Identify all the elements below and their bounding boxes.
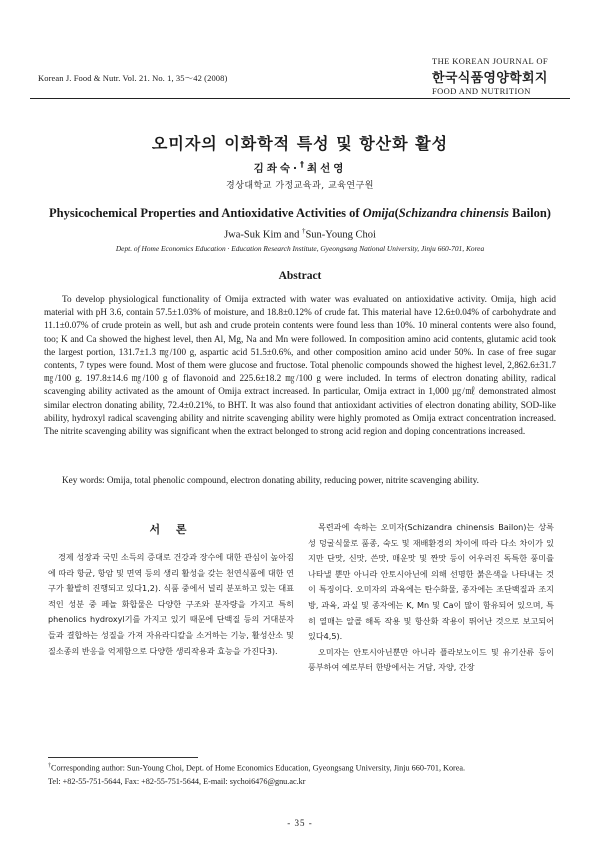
corresponding-mark-en: † <box>301 227 306 235</box>
title-en-paren: ( <box>394 206 399 220</box>
journal-masthead <box>432 56 572 96</box>
corresponding-mark: † <box>300 160 307 169</box>
footnote-line1: Corresponding author: Sun-Young Choi, Dept. of Home Economics Education, Gyeongsang University, Jinju 660-701, Korea. <box>51 763 466 773</box>
title-korean: 오미자의 이화학적 특성 및 항산화 활성 <box>151 134 449 153</box>
footnote-mark: † <box>48 763 51 769</box>
affiliation-english: Dept. of Home Economics Education · Education Research Institute, Gyeongsang National University, Jinju 660-701, Korea <box>115 244 485 253</box>
footnote-rule <box>48 757 198 758</box>
page-number: - 35 - <box>287 818 313 828</box>
body-column-left <box>48 550 294 659</box>
authors-korean <box>0 160 600 176</box>
affiliation-korean: 경상대학교 가정교육과, 교육연구원 <box>226 181 374 191</box>
footnote-corresponding-author <box>48 760 568 788</box>
author-ko-separator: · <box>293 162 300 175</box>
header-rule <box>30 98 570 99</box>
title-en-species: Schizandra chinensis <box>398 206 509 220</box>
author-en-second: Sun-Young Choi <box>305 229 376 241</box>
journal-name-en-top: THE KOREAN JOURNAL OF <box>432 56 548 66</box>
title-english <box>0 206 600 221</box>
title-en-after: Bailon) <box>508 206 551 220</box>
body-paragraph: 경제 성장과 국민 소득의 증대로 건강과 장수에 대한 관심이 높아짐에 따라 항균, 항암 및 면역 등의 생리 활성을 갖는 천연식품에 대한 연구가 활발히 진행되고 있다1,2). 식품 중에서 널리 분포하고 있는 대표적인 성분 중 페놀 화합물은 다양한 구조와 분자량을 가지고 특히 phenolics hydroxyl기를 가지고 있기 때문에 단백질 등의 거대분자들과 결합하는 성질을 가져 자유라디칼을 소거하는 기능, 활성산소 및 질소종의 반응을 억제함으로 다양한 생리작용과 효능을 가진다3). <box>48 552 294 656</box>
body-paragraph: 목련과에 속하는 오미자(Schizandra chinensis Bailon)는 상록성 덩굴식물로 품종, 숙도 및 재배환경의 차이에 따라 다소 차이가 있지만 단맛, 신맛, 쓴맛, 매운맛 및 짠맛 등이 어우러진 독특한 풍미를 나타낼 뿐만 아니라 안토시아닌에 의해 선명한 붉은색을 나타내는 것이 특징이다. 오미자의 과육에는 탄수화물, 종자에는 조단백질과 조지방, 과육, 과실 및 종자에는 K, Mn 및 Ca이 많이 함유되어 있으며, 특히 열매는 알콜 해독 작용 및 항산화 작용이 뛰어난 것으로 보고되어 있다4,5). <box>308 522 554 642</box>
abstract-paragraph: To develop physiological functionality of Omija extracted with water was evaluated on antioxidative activity. Omija, high acid material with pH 3.6, contain 57.5±1.03% of moisture, and 18.8±0.12% of crude fat. This material have 12.6±0.04% of carbohydrate and 11.1±0.07% of crude protein as well, but ash and crude protein contents were found less than 10%. 10 mineral contents were also found, too; K and Ca showed the highest level, then Al, Mg, Na and Mn were followed. In composition amino acid contents, glutamic acid took the largest portion, 131.7±1.3 ㎎/100 g, aspartic acid 51.5±0.6%, and other composition amino acid under 50%. In case of free sugar contents, 7 types were found. Most of them were glucose and fructose. Total phenolic compounds showed the highest level, 2,862.6±31.7 ㎎/100 g. 197.8±14.6 ㎎/100 g of flavonoid and 225.6±18.2 ㎎/100 g were included. In terms of electron donating ability, radical scavenging ability activated as the amount of Omija extract increased. In particular, Omija extract in 1,000 ㎍/㎖ demonstrated almost similar electron donating ability, 72.4±0.21%, to BHT. It was also found that antioxidant activities of electron donating ability, SOD-like ability, hydroxyl radical scavenging ability and nitrite scavenging ability were highly promoted as Omija extract concentration increased. The nitrite scavenging ability was significant when the extract belonged to strong acid region and doping concentrations increased. <box>44 294 556 437</box>
journal-citation: Korean J. Food & Nutr. Vol. 21. No. 1, 35～42 (2008) <box>38 73 228 83</box>
footnote-line2: Tel: +82-55-751-5644, Fax: +82-55-751-5644, E-mail: sychoi6476@gnu.ac.kr <box>48 776 306 786</box>
section-heading-introduction: 서 론 <box>149 523 193 536</box>
body-paragraph: 오미자는 안토시아닌뿐만 아니라 플라보노이드 및 유기산류 등이 풍부하여 예로부터 한방에서는 거담, 자양, 간장 <box>308 646 554 673</box>
title-en-omija: Omija <box>362 206 395 220</box>
keywords: Key words: Omija, total phenolic compound, electron donating ability, reducing power, nitrite scavenging ability. <box>62 475 479 485</box>
authors-english <box>0 227 600 241</box>
author-ko-second: 최선영 <box>307 162 347 175</box>
body-column-right <box>308 520 554 676</box>
abstract-heading: Abstract <box>278 270 322 282</box>
author-en-first: Jwa-Suk Kim and <box>224 229 302 241</box>
journal-name-ko: 한국식품영양학회지 <box>432 71 548 86</box>
journal-name-en-bottom: FOOD AND NUTRITION <box>432 86 531 96</box>
abstract-body <box>44 293 556 438</box>
title-en-before: Physicochemical Properties and Antioxidative Activities of <box>49 206 363 220</box>
author-ko-first: 김좌숙 <box>253 162 293 175</box>
